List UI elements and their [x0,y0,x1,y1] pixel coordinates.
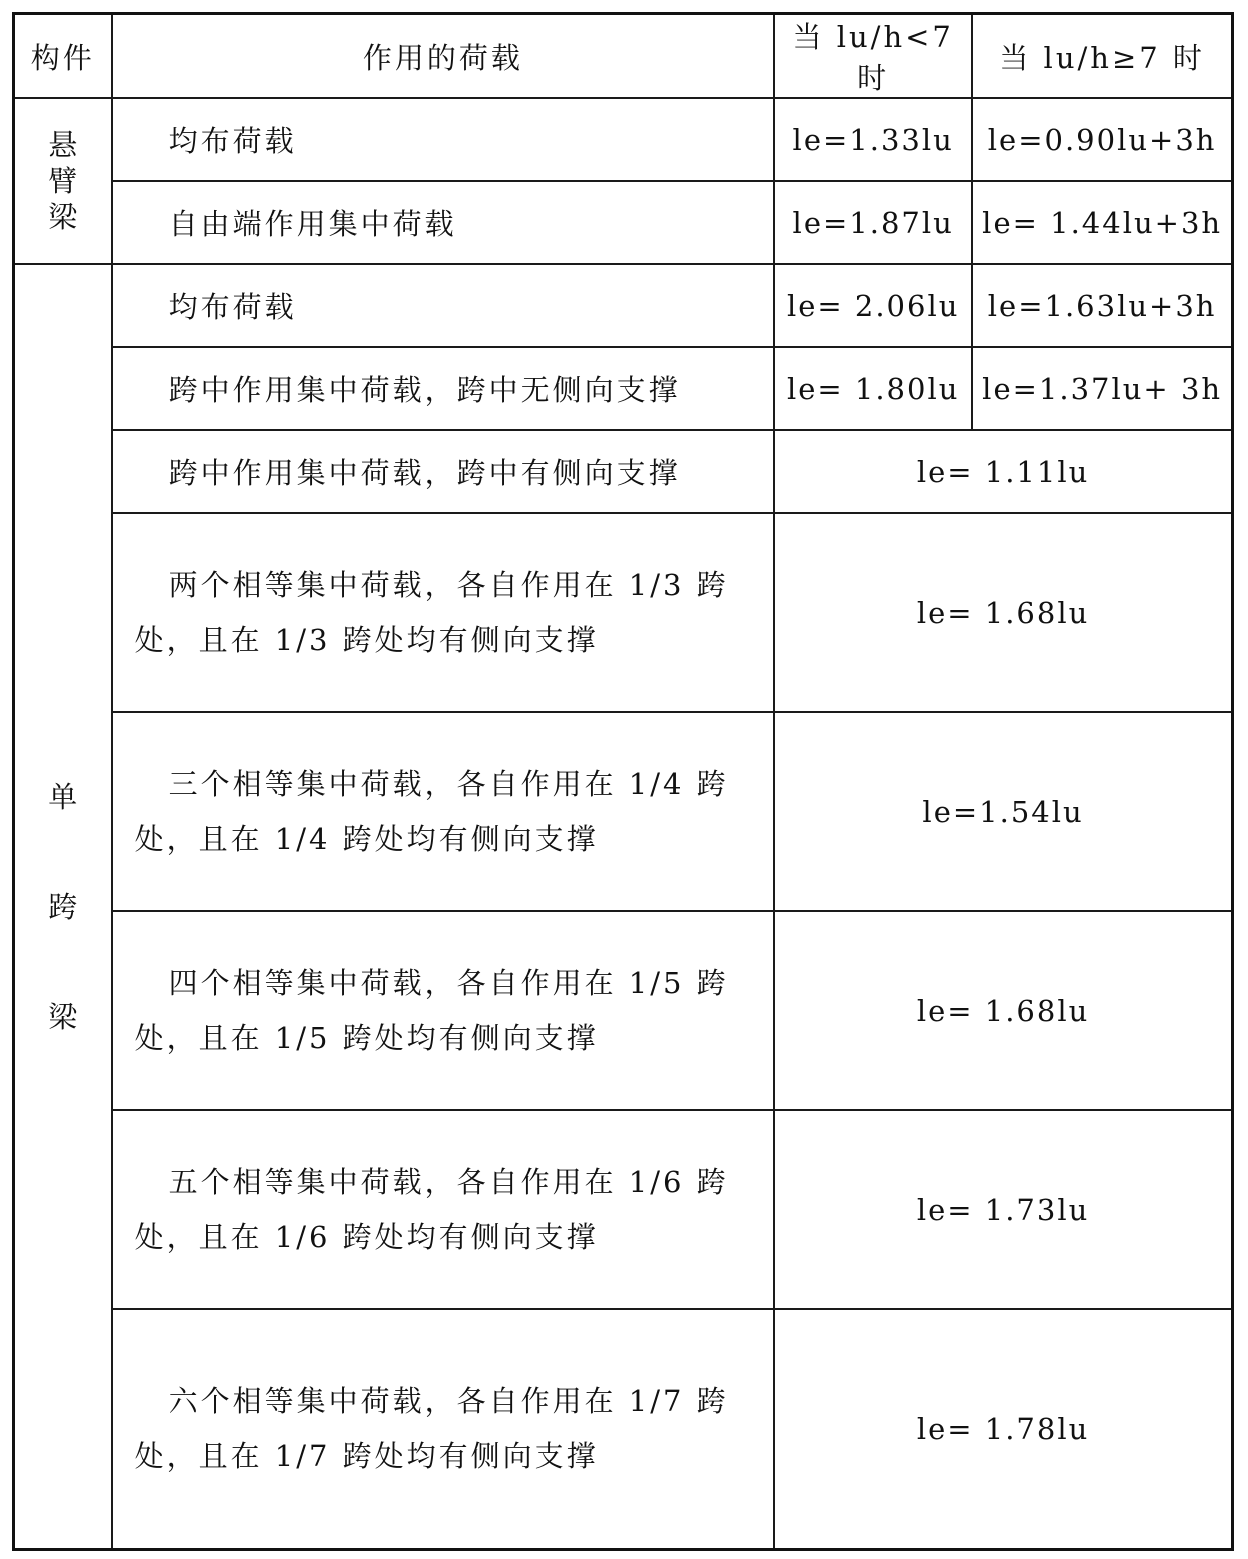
table-row [14,347,1233,430]
table-row [14,264,1233,347]
load-cell [112,712,775,911]
load-cell: 跨中作用集中荷载，跨中有侧向支撑 [112,430,775,513]
formula-both: le= 1.73lu [774,1110,1232,1309]
formula-both: le= 1.11lu [774,430,1232,513]
table-row [14,1110,1233,1309]
formula-lt: le= 1.80lu [774,347,972,430]
formula-lt: le= 2.06lu [774,264,972,347]
load-cell: 均布荷载 [112,264,775,347]
formula-lt: le=1.33lu [774,98,972,181]
formula-ge: le=1.37lu+ 3h [972,347,1232,430]
header-cond-lt: 当 lu/h<7 时 [774,14,972,99]
table-row [14,98,1233,181]
load-text: 五个相等集中荷载，各自作用在 1/6 跨处，且在 1/6 跨处均有侧向支撑 [134,1164,729,1254]
formula-both: le= 1.68lu [774,911,1232,1110]
load-cell [112,513,775,712]
table-row [14,513,1233,712]
formula-both: le= 1.68lu [774,513,1232,712]
load-cell [112,1110,775,1309]
formula-ge: le=1.63lu+3h [972,264,1232,347]
member-cantilever [14,98,112,264]
formula-both: le=1.54lu [774,712,1232,911]
load-cell: 均布荷载 [112,98,775,181]
member-single-span-label: 单跨梁 [48,779,78,1034]
table-row [14,712,1233,911]
table-row [14,1309,1233,1550]
member-single-span [14,264,112,1550]
header-member: 构件 [14,14,112,99]
load-text: 四个相等集中荷载，各自作用在 1/5 跨处，且在 1/5 跨处均有侧向支撑 [134,965,729,1055]
load-cell: 跨中作用集中荷载，跨中无侧向支撑 [112,347,775,430]
load-cell: 自由端作用集中荷载 [112,181,775,264]
load-text: 六个相等集中荷载，各自作用在 1/7 跨处，且在 1/7 跨处均有侧向支撑 [134,1384,729,1473]
formula-ge: le= 1.44lu+3h [972,181,1232,264]
load-cell [112,1309,775,1550]
load-text: 三个相等集中荷载，各自作用在 1/4 跨处，且在 1/4 跨处均有侧向支撑 [134,766,729,856]
table-row [14,911,1233,1110]
load-text: 两个相等集中荷载，各自作用在 1/3 跨处，且在 1/3 跨处均有侧向支撑 [134,567,729,657]
effective-length-table [12,12,1234,1551]
load-cell [112,911,775,1110]
formula-lt: le=1.87lu [774,181,972,264]
formula-both: le= 1.78lu [774,1309,1232,1550]
member-cantilever-label: 悬臂梁 [48,128,78,234]
header-row [14,14,1233,99]
table-row [14,181,1233,264]
header-load: 作用的荷载 [112,14,775,99]
header-cond-ge: 当 lu/h≥7 时 [972,14,1232,99]
table-row [14,430,1233,513]
formula-ge: le=0.90lu+3h [972,98,1232,181]
